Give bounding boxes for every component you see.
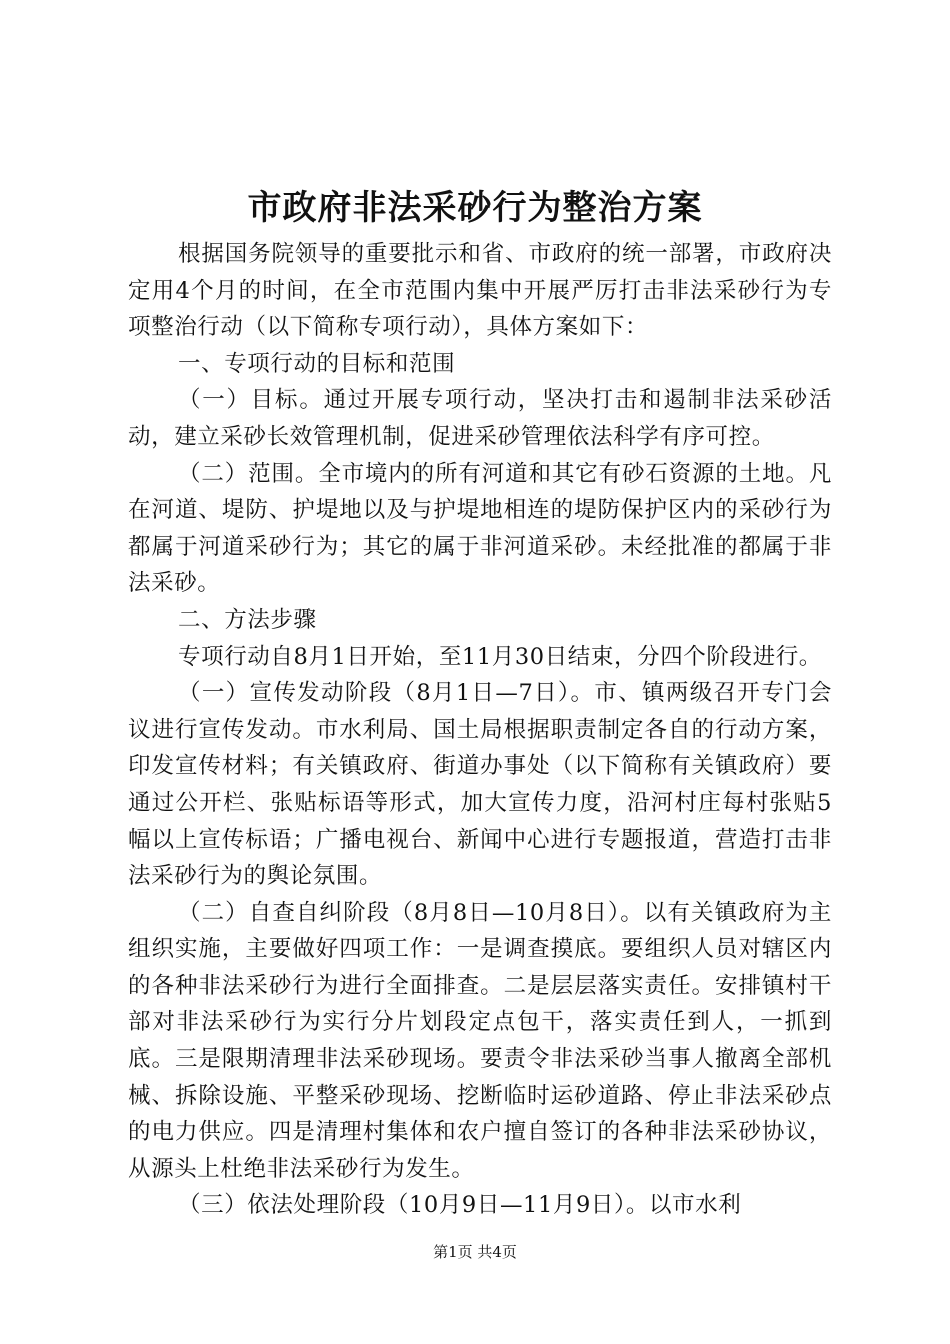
paragraph-intro: 根据国务院领导的重要批示和省、市政府的统一部署，市政府决定用4个月的时间，在全市范围内集中开展严厉打击非法采砂行为专项整治行动（以下简称专项行动），具体方案如下：: [128, 241, 832, 341]
document-body: [128, 236, 832, 1224]
paragraph-stage-3: （三）依法处理阶段（10月9日—11月9日）。以市水利: [178, 1192, 742, 1219]
paragraph-stage-1: （一）宣传发动阶段（8月1日—7日）。市、镇两级召开专门会议进行宣传发动。市水利局、国土局根据职责制定各自的行动方案，印发宣传材料；有关镇政府、街道办事处（以下简称有关镇政府）要通过公开栏、张贴标语等形式，加大宣传力度，沿河村庄每村张贴5幅以上宣传标语；广播电视台、新闻中心进行专题报道，营造打击非法采砂行为的舆论氛围。: [128, 680, 832, 890]
paragraph-scope: （二）范围。全市境内的所有河道和其它有砂石资源的土地。凡在河道、堤防、护堤地以及与护堤地相连的堤防保护区内的采砂行为都属于河道采砂行为；其它的属于非河道采砂。未经批准的都属于非法采砂。: [128, 460, 832, 597]
section-heading-1: 一、专项行动的目标和范围: [178, 350, 456, 377]
paragraph-stage-2: （二）自查自纠阶段（8月8日—10月8日）。以有关镇政府为主组织实施，主要做好四项工作：一是调查摸底。要组织人员对辖区内的各种非法采砂行为进行全面排查。二是层层落实责任。安排镇村干部对非法采砂行为实行分片划段定点包干，落实责任到人，一抓到底。三是限期清理非法采砂现场。要责令非法采砂当事人撤离全部机械、拆除设施、平整采砂现场、挖断临时运砂道路、停止非法采砂点的电力供应。四是清理村集体和农户擅自签订的各种非法采砂协议，从源头上杜绝非法采砂行为发生。: [128, 899, 832, 1182]
section-heading-2: 二、方法步骤: [178, 606, 317, 633]
page-number-footer: 第1页 共4页: [433, 1243, 517, 1261]
document-title: 市政府非法采砂行为整治方案: [247, 188, 703, 228]
paragraph-schedule: 专项行动自8月1日开始，至11月30日结束，分四个阶段进行。: [178, 643, 822, 670]
paragraph-goal: （一）目标。通过开展专项行动，坚决打击和遏制非法采砂活动，建立采砂长效管理机制，促进采砂管理依法科学有序可控。: [128, 387, 832, 450]
